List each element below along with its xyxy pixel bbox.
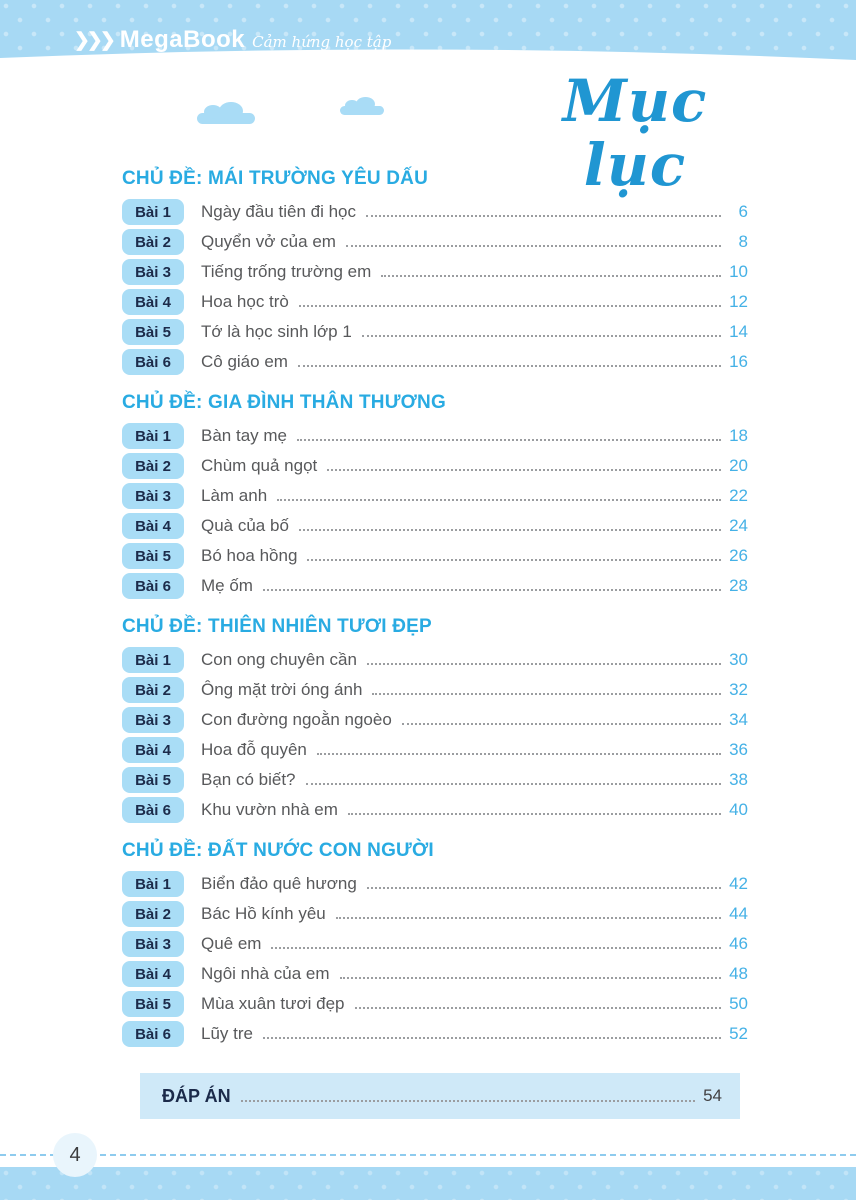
page-number: 20 <box>729 456 748 475</box>
page-number: 52 <box>729 1024 748 1043</box>
toc-row <box>122 647 748 673</box>
page-number: 16 <box>729 352 748 371</box>
lesson-title: Con ong chuyên cần <box>201 650 357 669</box>
lesson-badge: Bài 5 <box>122 991 184 1017</box>
dotted-leader <box>271 934 721 949</box>
lesson-badge: Bài 1 <box>122 199 184 225</box>
page-number: 12 <box>729 292 748 311</box>
page-number: 32 <box>729 680 748 699</box>
lesson-badge: Bài 1 <box>122 647 184 673</box>
lesson-badge: Bài 3 <box>122 483 184 509</box>
lesson-title: Bạn có biết? <box>201 770 296 789</box>
page-number: 36 <box>729 740 748 759</box>
lesson-badge: Bài 4 <box>122 961 184 987</box>
page-number: 26 <box>729 546 748 565</box>
toc-row <box>122 349 748 375</box>
cloud-icon <box>340 106 384 115</box>
lesson-title: Cô giáo em <box>201 352 288 371</box>
cloud-icon <box>197 113 255 124</box>
dotted-leader <box>372 680 721 695</box>
dotted-leader <box>367 650 721 665</box>
lesson-badge: Bài 3 <box>122 259 184 285</box>
lesson-title: Khu vườn nhà em <box>201 800 338 819</box>
toc-row <box>122 423 748 449</box>
dotted-leader <box>277 486 721 501</box>
section-heading: CHỦ ĐỀ: GIA ĐÌNH THÂN THƯƠNG <box>122 392 446 413</box>
page-number: 34 <box>729 710 748 729</box>
dotted-leader <box>299 292 721 307</box>
lesson-title: Hoa đỗ quyên <box>201 740 307 759</box>
lesson-title: Quê em <box>201 934 262 953</box>
page-title: Mục lục <box>562 67 708 199</box>
page-number-circle <box>53 1133 97 1177</box>
lesson-title: Mùa xuân tươi đẹp <box>201 994 345 1013</box>
answer-key-band <box>140 1073 740 1119</box>
toc-row <box>122 797 748 823</box>
dotted-leader <box>307 546 721 561</box>
toc-row <box>122 767 748 793</box>
dotted-leader <box>366 202 721 217</box>
lesson-title: Hoa học trò <box>201 292 289 311</box>
toc-section <box>122 840 748 1047</box>
dotted-leader <box>263 1024 721 1039</box>
lesson-badge: Bài 4 <box>122 513 184 539</box>
page-number: 22 <box>729 486 748 505</box>
page-number: 18 <box>729 426 748 445</box>
footer-dashed-line <box>0 1154 856 1156</box>
toc-row <box>122 573 748 599</box>
lesson-title: Bó hoa hồng <box>201 546 298 565</box>
lesson-badge: Bài 6 <box>122 573 184 599</box>
answer-key-label: ĐÁP ÁN <box>162 1085 231 1106</box>
dotted-leader <box>336 904 721 919</box>
dotted-leader <box>297 426 721 441</box>
dotted-leader <box>381 262 721 277</box>
page-number: 24 <box>729 516 748 535</box>
toc-row <box>122 931 748 957</box>
dotted-leader <box>306 770 721 785</box>
brand-chevrons-icon: ❯❯❯ <box>74 30 113 51</box>
lesson-title: Quyển vở của em <box>201 232 336 251</box>
section-heading: CHỦ ĐỀ: ĐẤT NƯỚC CON NGƯỜI <box>122 840 434 861</box>
lesson-badge: Bài 2 <box>122 229 184 255</box>
page-number: 44 <box>729 904 748 923</box>
brand-logo <box>74 26 391 54</box>
toc-row <box>122 229 748 255</box>
page-number: 40 <box>729 800 748 819</box>
toc-row <box>122 453 748 479</box>
lesson-badge: Bài 3 <box>122 707 184 733</box>
lesson-title: Bàn tay mẹ <box>201 426 287 445</box>
toc-row <box>122 259 748 285</box>
dotted-leader <box>327 456 721 471</box>
toc-row <box>122 901 748 927</box>
dotted-leader <box>367 874 721 889</box>
lesson-badge: Bài 6 <box>122 349 184 375</box>
section-heading: CHỦ ĐỀ: THIÊN NHIÊN TƯƠI ĐẸP <box>122 616 432 637</box>
dotted-leader <box>241 1087 695 1102</box>
dotted-leader <box>317 740 721 755</box>
lesson-badge: Bài 6 <box>122 797 184 823</box>
page-number: 48 <box>729 964 748 983</box>
toc-section <box>122 392 748 599</box>
toc-row <box>122 1021 748 1047</box>
toc-row <box>122 707 748 733</box>
section-heading: CHỦ ĐỀ: MÁI TRƯỜNG YÊU DẤU <box>122 168 428 189</box>
page-number: 42 <box>729 874 748 893</box>
lesson-title: Quà của bố <box>201 516 289 535</box>
table-of-contents <box>122 168 748 1119</box>
lesson-badge: Bài 5 <box>122 543 184 569</box>
page-number: 6 <box>738 202 748 221</box>
lesson-badge: Bài 2 <box>122 677 184 703</box>
brand-name: MegaBook <box>119 26 246 53</box>
toc-row <box>122 513 748 539</box>
lesson-title: Tớ là học sinh lớp 1 <box>201 322 352 341</box>
lesson-title: Biển đảo quê hương <box>201 874 357 893</box>
dotted-leader <box>348 800 721 815</box>
lesson-badge: Bài 2 <box>122 901 184 927</box>
dotted-leader <box>340 964 721 979</box>
toc-row <box>122 871 748 897</box>
lesson-badge: Bài 4 <box>122 737 184 763</box>
toc-row <box>122 289 748 315</box>
page-number: 28 <box>729 576 748 595</box>
lesson-title: Ông mặt trời óng ánh <box>201 680 363 699</box>
toc-row <box>122 199 748 225</box>
dotted-leader <box>355 994 722 1009</box>
page-number: 30 <box>729 650 748 669</box>
toc-section <box>122 616 748 823</box>
dotted-leader <box>402 710 721 725</box>
page-number: 10 <box>729 262 748 281</box>
toc-row <box>122 483 748 509</box>
lesson-badge: Bài 4 <box>122 289 184 315</box>
lesson-title: Bác Hồ kính yêu <box>201 904 326 923</box>
toc-row <box>122 543 748 569</box>
page-number: 14 <box>729 322 748 341</box>
footer-band <box>0 1167 856 1200</box>
dotted-leader <box>346 232 721 247</box>
lesson-title: Làm anh <box>201 486 268 505</box>
toc-section <box>122 168 748 375</box>
dotted-leader <box>298 352 721 367</box>
lesson-title: Con đường ngoằn ngoèo <box>201 710 392 729</box>
lesson-badge: Bài 3 <box>122 931 184 957</box>
page-number: 8 <box>738 232 748 251</box>
toc-row <box>122 737 748 763</box>
lesson-title: Ngôi nhà của em <box>201 964 330 983</box>
brand-tagline: Cảm hứng học tập <box>252 33 392 51</box>
current-page-number: 4 <box>69 1143 81 1166</box>
dotted-leader <box>263 576 721 591</box>
toc-row <box>122 991 748 1017</box>
lesson-badge: Bài 1 <box>122 871 184 897</box>
lesson-title: Lũy tre <box>201 1024 253 1043</box>
lesson-title: Mẹ ốm <box>201 576 253 595</box>
toc-row <box>122 677 748 703</box>
toc-row <box>122 319 748 345</box>
lesson-badge: Bài 2 <box>122 453 184 479</box>
lesson-title: Ngày đầu tiên đi học <box>201 202 356 221</box>
page-number: 38 <box>729 770 748 789</box>
lesson-badge: Bài 1 <box>122 423 184 449</box>
lesson-badge: Bài 5 <box>122 767 184 793</box>
dotted-leader <box>299 516 721 531</box>
lesson-title: Tiếng trống trường em <box>201 262 372 281</box>
lesson-badge: Bài 5 <box>122 319 184 345</box>
dotted-leader <box>362 322 721 337</box>
page-number: 46 <box>729 934 748 953</box>
toc-row <box>122 961 748 987</box>
lesson-title: Chùm quả ngọt <box>201 456 318 475</box>
lesson-badge: Bài 6 <box>122 1021 184 1047</box>
page-number: 50 <box>729 994 748 1013</box>
answer-key-page-number: 54 <box>703 1086 722 1105</box>
